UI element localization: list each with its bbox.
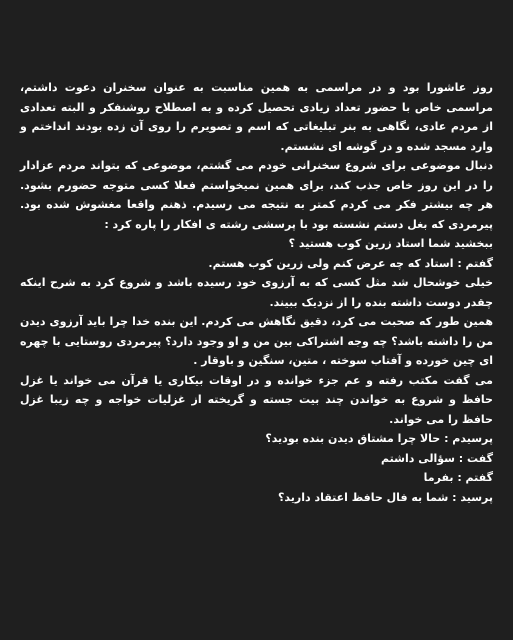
paragraph-5: خیلی خوشحال شد مثل کسی که به آرزوی خود رسیده باشد و شروع کرد به شرح اینکه چقدر دوست داشته بنده را از نزدیک ببیند. (20, 276, 493, 309)
paragraph-1: روز عاشورا بود و در مراسمی به همین مناسبت به عنوان سخنران دعوت داشتم، مراسمی خاص با حضور تعداد زیادی تحصیل کرده و به اصطلاح روشنفکر و البته تعدادی از مردم عادی، نگاهی به بنر تبلیغاتی که اسم و تصویرم را روی آن زده بودند انداختم و وارد مسجد شده و در گوشه ای نشستم. (20, 81, 493, 153)
paragraph-10: گفتم : بفرما (423, 471, 493, 484)
paragraph-8: پرسیدم : حالا چرا مشتاق دیدن بنده بودید؟ (265, 432, 493, 445)
paragraph-4: گفتم : استاد که چه عرض کنم ولی زرین کوب هستم. (208, 256, 493, 270)
paragraph-6: همین طور که صحبت می کرد، دقیق نگاهش می کردم. این بنده خدا چرا باید آرزوی دیدن من را داشته باشد؟ چه وجه اشتراکی بین من و او وجود دارد؟ پیرمردی روستایی با چهره ای چین خورده و آفتاب سوخته ، متین، سنگین و باوقار . (20, 315, 493, 367)
paragraph-7: می گفت مکتب رفته و عم جزء خوانده و در اوقات بیکاری یا قرآن می خواند یا غزل حافظ و شروع به خواندن چند بیت جسته و گریخته از غزلیات خواجه و چه زیبا غزل حافظ را می خواند. (20, 373, 493, 426)
paragraph-3: ببخشید شما استاد زرین کوب هستید ؟ (288, 237, 493, 250)
paragraph-9: گفت : سؤالی داشتم (381, 451, 493, 465)
paragraph-11: پرسید : شما به فال حافظ اعتقاد دارید؟ (278, 490, 493, 504)
story-text (20, 78, 493, 507)
paragraph-2: دنبال موضوعی برای شروع سخنرانی خودم می گشتم، موضوعی که بتواند مردم عزادار را در این روز خاص جذب کند، برای همین نمیخواستم فعلا کسی متوجه حضورم بشود. هر چه بیشتر فکر می کردم کمتر به نتیجه می رسیدم. ذهنم واقعا مغشوش شده بود. پیرمردی که بغل دستم نشسته بود با پرسشی رشته ی افکار را پاره کرد : (20, 159, 493, 231)
